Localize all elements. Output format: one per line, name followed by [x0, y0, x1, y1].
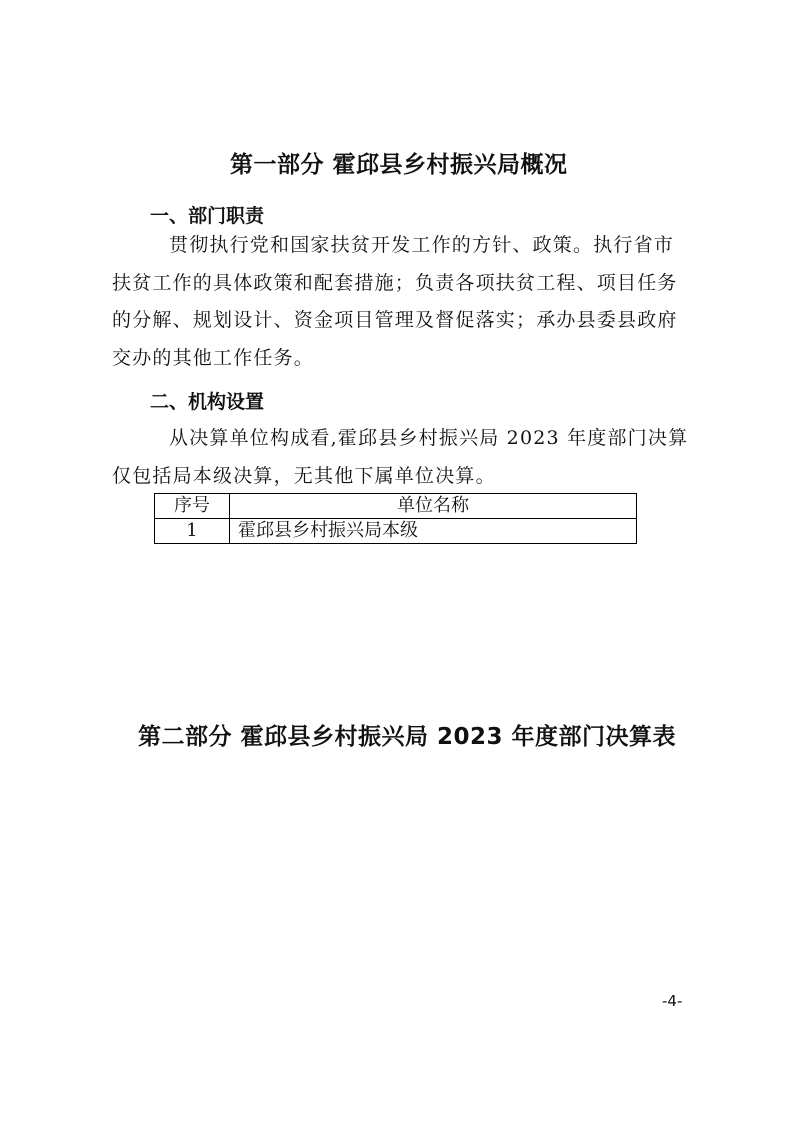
part1-title: 第一部分 霍邱县乡村振兴局概况	[230, 152, 568, 178]
section2-line-1: 从决算单位构成看,霍邱县乡村振兴局 2023 年度部门决算	[169, 427, 689, 449]
section2-body	[112, 420, 688, 495]
section1-line-3: 的分解、规划设计、资金项目管理及督促落实；承办县委县政府	[112, 309, 678, 331]
row-index: 1	[155, 519, 230, 544]
header-index: 序号	[155, 494, 230, 519]
section1-body	[112, 227, 678, 377]
section1-line-1: 贯彻执行党和国家扶贫开发工作的方针、政策。执行省市	[169, 234, 675, 256]
table-row	[155, 519, 637, 544]
row-unit-name: 霍邱县乡村振兴局本级	[230, 519, 637, 544]
section1-heading: 一、部门职责	[150, 205, 265, 227]
table-header-row	[155, 494, 637, 519]
section1-line-2: 扶贫工作的具体政策和配套措施；负责各项扶贫工程、项目任务	[112, 271, 678, 294]
part2-title: 第二部分 霍邱县乡村振兴局 2023 年度部门决算表	[138, 724, 677, 750]
header-unit-name: 单位名称	[230, 494, 637, 519]
section2-heading: 二、机构设置	[150, 391, 265, 413]
section1-line-4: 交办的其他工作任务。	[112, 346, 315, 369]
section2-line-2: 仅包括局本级决算，无其他下属单位决算。	[112, 464, 496, 487]
page-number: -4-	[662, 992, 683, 1010]
units-table	[154, 493, 637, 544]
